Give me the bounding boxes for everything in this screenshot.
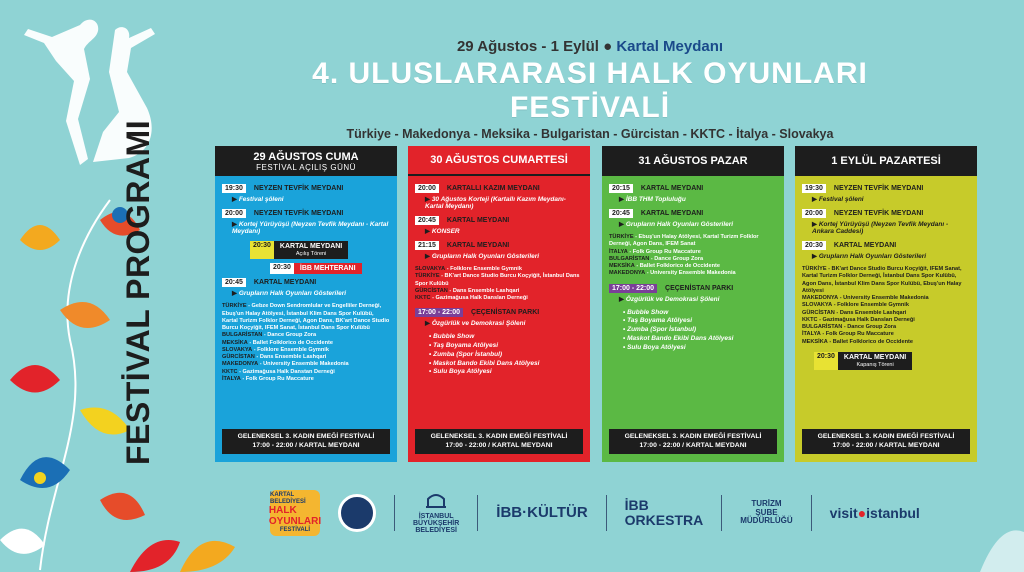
pin-icon: ● bbox=[857, 504, 867, 521]
turizm-line2: ŞUBE bbox=[755, 507, 778, 517]
event-time: 20:00 bbox=[802, 209, 826, 218]
activity-item: • Maskot Bando Ekibi Dans Atölyesi bbox=[623, 335, 777, 344]
activity-list bbox=[429, 333, 583, 377]
event-item: ▶ Festival şöleni bbox=[812, 195, 970, 203]
group-entry bbox=[609, 270, 777, 277]
activity-item: • Zumba (Spor İstanbul) bbox=[429, 351, 583, 360]
event-venue: NEYZEN TEVFİK MEYDANI bbox=[833, 185, 924, 192]
event bbox=[222, 278, 390, 297]
event bbox=[609, 184, 777, 203]
event-venue: ÇEÇENİSTAN PARKI bbox=[471, 309, 540, 317]
group-names: - Dance Group Zora bbox=[842, 324, 897, 331]
day-body bbox=[215, 176, 397, 462]
ceremony-name: Açılış Töreni bbox=[295, 251, 327, 258]
country-name: MEKSİKA bbox=[609, 263, 635, 270]
group-entry bbox=[802, 339, 970, 346]
group-list bbox=[415, 266, 583, 302]
women-labor-festival bbox=[609, 429, 777, 454]
ibb-line1: İSTANBUL bbox=[418, 512, 454, 520]
footer-title: GELENEKSEL 3. KADIN EMEĞİ FESTİVALİ bbox=[430, 432, 568, 440]
women-labor-festival bbox=[415, 429, 583, 454]
country-name: SLOVAKYA bbox=[415, 266, 446, 272]
ibb-logo bbox=[413, 491, 459, 535]
event-venue bbox=[274, 241, 348, 259]
group-names: - Gazimağusa Halk Danstan Derneği bbox=[237, 368, 335, 375]
event-venue: ÇEÇENİSTAN PARKI bbox=[665, 284, 734, 292]
activity-item: • Sulu Boya Atölyesi bbox=[429, 368, 583, 377]
group-entry bbox=[222, 340, 390, 347]
badge-main: HALK OYUNLARI bbox=[268, 505, 322, 528]
group-names: - Dans Ensemble Lashqari bbox=[447, 287, 520, 294]
event-item: ▶ İBB THM Topluluğu bbox=[619, 195, 777, 203]
footer-time: 17:00 - 22:00 / KARTAL MEYDANI bbox=[639, 442, 747, 450]
event-item: ▶ 30 Ağustos Korteji (Kartallı Kazım Meydanı- Kartal Meydanı) bbox=[425, 195, 583, 210]
event-time: 20:30 bbox=[814, 352, 838, 370]
event bbox=[415, 241, 583, 260]
country-name: BULGARİSTAN bbox=[222, 332, 263, 339]
event bbox=[802, 184, 970, 203]
event-venue bbox=[838, 352, 912, 370]
women-labor-festival bbox=[222, 429, 390, 454]
event bbox=[415, 184, 583, 210]
footer-time: 17:00 - 22:00 / KARTAL MEYDANI bbox=[252, 442, 360, 450]
group-entry bbox=[222, 376, 390, 383]
footer-title: GELENEKSEL 3. KADIN EMEĞİ FESTİVALİ bbox=[817, 432, 955, 440]
ibb-orkestra-logo bbox=[625, 498, 704, 527]
ceremony-name: Kapanış Töreni bbox=[856, 361, 894, 368]
event-time: 20:15 bbox=[609, 184, 633, 193]
group-entry bbox=[802, 266, 970, 295]
country-name: İTALYA bbox=[802, 331, 821, 338]
group-entry bbox=[415, 273, 583, 288]
visit-text: visit bbox=[829, 504, 858, 521]
side-title: FESTİVAL PROGRAMI bbox=[120, 119, 156, 465]
country-name: BULGARİSTAN bbox=[609, 255, 650, 262]
group-names: - Folklore Ensemble Gymnik bbox=[832, 302, 909, 309]
event-time: 17:00 - 22:00 bbox=[415, 308, 463, 317]
ibb-kultur-logo: İBB·KÜLTÜR bbox=[496, 504, 588, 522]
country-name: TÜRKİYE bbox=[222, 303, 247, 310]
festival-title: 4. ULUSLARARASI HALK OYUNLARI FESTİVALİ bbox=[312, 57, 868, 124]
group-names: - BK'art Dance Studio Burcu Koçyiğit, İstanbul Dans Spor Kulübü bbox=[415, 273, 580, 287]
event-venue: NEYZEN TEVFİK MEYDANI bbox=[253, 185, 344, 192]
event bbox=[222, 209, 390, 235]
footer-title: GELENEKSEL 3. KADIN EMEĞİ FESTİVALİ bbox=[237, 432, 375, 440]
divider bbox=[606, 495, 607, 531]
event-venue: KARTALLI KAZIM MEYDANI bbox=[446, 185, 540, 192]
kartal-municipality-seal bbox=[338, 494, 376, 532]
group-names: - Gebze Down Sendromlular ve Engelliler Derneği, Ebuş'un Halay Atölyesi, İstanbul Klim Dans Spor Kulübü, Kartal Turizm Folklor Derneği, Agon Dans, BK'art Dance Studio Burcu Koçyiğit, IFEM Sanat, İstanbul Dans Spor Kulübü bbox=[222, 303, 390, 332]
event bbox=[415, 216, 583, 235]
event-label: İBB MEHTERANI bbox=[294, 263, 362, 274]
day-column-1 bbox=[215, 146, 397, 462]
event-item: ▶ KONSER bbox=[425, 227, 583, 235]
event-time: 20:45 bbox=[415, 216, 439, 225]
day-title: 29 AĞUSTOS CUMA bbox=[253, 150, 359, 163]
event-venue: NEYZEN TEVFİK MEYDANI bbox=[253, 210, 344, 217]
group-entry bbox=[609, 256, 777, 263]
activity-item: • Bubble Show bbox=[623, 309, 777, 318]
country-name: TÜRKİYE bbox=[415, 273, 440, 280]
activity-item: • Sulu Boya Atölyesi bbox=[623, 344, 777, 353]
group-entry bbox=[609, 249, 777, 256]
event bbox=[802, 209, 970, 235]
day-subtitle: FESTİVAL AÇILIŞ GÜNÜ bbox=[256, 162, 356, 172]
group-names: - Ballet Folklorico de Occidente bbox=[634, 263, 720, 270]
group-entry bbox=[802, 310, 970, 317]
floral-ornament-bottom bbox=[120, 520, 240, 572]
group-entry bbox=[609, 263, 777, 270]
group-list bbox=[609, 234, 777, 278]
group-names: - Folklore Ensemble Gymnik bbox=[445, 266, 522, 272]
turizm-line1: TURİZM bbox=[751, 499, 782, 509]
festival-badge-logo bbox=[270, 490, 320, 536]
group-names: - Ballet Folklorico de Occidente bbox=[827, 338, 913, 345]
event-item: ▶ Grupların Halk Oyunları Gösterileri bbox=[425, 252, 583, 260]
day-title: 30 AĞUSTOS CUMARTESİ bbox=[430, 154, 568, 166]
event-venue: KARTAL MEYDANI bbox=[640, 185, 704, 192]
country-name: BULGARİSTAN bbox=[802, 324, 843, 331]
event-item: ▶ Kortej Yürüyüşü (Neyzen Tevfik Meydanı - Kartal Meydanı) bbox=[232, 220, 390, 235]
day-body bbox=[408, 176, 590, 462]
floral-ornament-right bbox=[960, 500, 1024, 572]
istanbul-text: istanbul bbox=[866, 504, 920, 521]
ibb-line2: BÜYÜKŞEHİR bbox=[413, 520, 460, 528]
country-name: SLOVAKYA bbox=[222, 346, 253, 353]
day-title: 1 EYLÜL PAZARTESİ bbox=[831, 155, 941, 167]
group-names: - Dans Ensemble Lashqari bbox=[834, 309, 907, 316]
badge-sub: FESTİVALİ bbox=[279, 527, 311, 534]
event-time: 20:00 bbox=[415, 184, 439, 193]
day-column-4 bbox=[795, 146, 977, 462]
group-entry bbox=[802, 295, 970, 302]
event-venue: NEYZEN TEVFİK MEYDANI bbox=[833, 210, 924, 217]
activity-list bbox=[623, 309, 777, 353]
activity-item: • Maskot Bando Ekibi Dans Atölyesi bbox=[429, 360, 583, 369]
country-name: MAKEDONYA bbox=[609, 270, 646, 277]
venue-name: KARTAL MEYDANI bbox=[843, 353, 907, 361]
group-entry bbox=[415, 288, 583, 295]
date-line bbox=[230, 38, 950, 55]
ibb-emblem-icon bbox=[424, 491, 448, 509]
festival-place: Kartal Meydanı bbox=[616, 38, 724, 55]
day-header bbox=[408, 146, 590, 176]
event-time: 19:30 bbox=[802, 184, 826, 193]
group-names: - Gazimağusa Halk Dansları Derneği bbox=[430, 295, 528, 302]
divider bbox=[394, 495, 395, 531]
closing-ceremony bbox=[814, 352, 970, 370]
event-venue: KARTAL MEYDANI bbox=[446, 242, 510, 249]
country-name: TÜRKİYE bbox=[802, 266, 827, 272]
country-name: GÜRCİSTAN bbox=[415, 287, 448, 294]
activity-item: • Taş Boyama Atölyesi bbox=[623, 317, 777, 326]
event-item: ▶ Özgürlük ve Demokrasi Şöleni bbox=[619, 295, 777, 303]
women-labor-festival bbox=[802, 429, 970, 454]
event-time: 20:30 bbox=[250, 241, 274, 259]
day-body bbox=[602, 176, 784, 462]
opening-ceremony bbox=[250, 241, 390, 259]
group-names: - University Ensemble Makedonia bbox=[645, 270, 736, 277]
group-names: - University Ensemble Makedonia bbox=[258, 361, 349, 368]
country-name: GÜRCİSTAN bbox=[802, 309, 835, 316]
event-time: 20:45 bbox=[609, 209, 633, 218]
event-item: ▶ Kortej Yürüyüşü (Neyzen Tevfik Meydanı - Ankara Caddesi) bbox=[812, 220, 970, 235]
ibb-line3: BELEDİYESİ bbox=[415, 527, 457, 535]
group-entry bbox=[222, 361, 390, 368]
country-name: MEKSİKA bbox=[222, 339, 248, 346]
turizm-line3: MÜDÜRLÜĞÜ bbox=[740, 516, 793, 526]
footer-title: GELENEKSEL 3. KADIN EMEĞİ FESTİVALİ bbox=[624, 432, 762, 440]
country-name: KKTC bbox=[222, 368, 238, 375]
group-names: - Folk Group Ru Maccature bbox=[627, 248, 701, 255]
event-venue: KARTAL MEYDANI bbox=[253, 279, 317, 287]
event-time: 21:15 bbox=[415, 241, 439, 250]
group-names: - BK'art Dance Studio Burcu Koçyiğit, IFEM Sanat, Kartal Turizm Folklor Derneği, İstanbul Dans Spor Kulübü, Agon Dans, İstanbul Klim Dans Spor Kulübü, Ebuş'un Halay Atölyesi bbox=[802, 266, 962, 294]
country-name: İTALYA bbox=[609, 248, 628, 255]
divider bbox=[477, 495, 478, 531]
country-name: MEKSİKA bbox=[802, 338, 828, 345]
group-names: - Dance Group Zora bbox=[649, 255, 704, 262]
group-entry bbox=[415, 295, 583, 302]
mehter-show bbox=[270, 263, 390, 274]
country-name: MAKEDONYA bbox=[222, 361, 259, 368]
activity-item: • Taş Boyama Atölyesi bbox=[429, 342, 583, 351]
country-name: İTALYA bbox=[222, 376, 241, 383]
venue-name: KARTAL MEYDANI bbox=[279, 243, 343, 250]
orkestra-line1: İBB bbox=[624, 497, 649, 514]
orkestra-line2: ORKESTRA bbox=[624, 512, 704, 528]
group-names: - Folk Group Ru Maccature bbox=[820, 331, 894, 338]
event bbox=[609, 209, 777, 228]
group-names: - Folk Group Ru Maccature bbox=[240, 376, 314, 383]
country-name: TÜRKİYE bbox=[609, 234, 634, 240]
event-time: 19:30 bbox=[222, 184, 246, 193]
group-entry bbox=[222, 332, 390, 339]
event bbox=[415, 308, 583, 327]
group-names: - Dance Group Zora bbox=[262, 332, 317, 339]
group-entry bbox=[802, 331, 970, 338]
group-entry bbox=[222, 369, 390, 376]
event bbox=[609, 284, 777, 303]
day-column-3 bbox=[602, 146, 784, 462]
country-name: SLOVAKYA bbox=[802, 302, 833, 309]
group-entry bbox=[802, 302, 970, 309]
event-venue: KARTAL MEYDANI bbox=[640, 210, 704, 217]
activity-item: • Bubble Show bbox=[429, 333, 583, 342]
event bbox=[222, 184, 390, 203]
group-names: - Folklore Ensemble Gymnik bbox=[252, 346, 329, 353]
group-entry bbox=[222, 354, 390, 361]
event-time: 20:30 bbox=[270, 263, 294, 274]
event-item: ▶ Grupların Halk Oyunları Gösterileri bbox=[232, 289, 390, 297]
day-header bbox=[795, 146, 977, 176]
event-time: 20:45 bbox=[222, 278, 246, 287]
visit-istanbul-logo bbox=[830, 506, 920, 521]
day-body bbox=[795, 176, 977, 462]
festival-dates: 29 Ağustos - 1 Eylül bbox=[456, 38, 599, 55]
group-entry bbox=[609, 234, 777, 249]
group-entry bbox=[222, 303, 390, 332]
event-item: ▶ Özgürlük ve Demokrasi Şöleni bbox=[425, 319, 583, 327]
group-list bbox=[802, 266, 970, 346]
sponsor-logos bbox=[270, 488, 930, 538]
footer-time: 17:00 - 22:00 / KARTAL MEYDANI bbox=[832, 442, 940, 450]
day-column-2 bbox=[408, 146, 590, 462]
group-names: - Ebuş'un Halay Atölyesi, Kartal Turizm Folklor Derneği, Agon Dans, IFEM Sanat bbox=[609, 234, 759, 248]
event-time: 17:00 - 22:00 bbox=[609, 284, 657, 293]
group-list bbox=[222, 303, 390, 383]
group-names: - Ballet Folklorico de Occidente bbox=[247, 339, 333, 346]
event-item: ▶ Festival şöleni bbox=[232, 195, 390, 203]
group-names: - University Ensemble Makedonia bbox=[838, 295, 929, 302]
event-venue: KARTAL MEYDANI bbox=[833, 242, 897, 249]
turizm-logo bbox=[740, 500, 792, 525]
event-item: ▶ Grupların Halk Oyunları Gösterileri bbox=[619, 220, 777, 228]
day-header bbox=[215, 146, 397, 176]
festival-header bbox=[230, 38, 950, 141]
group-names: - Gazimağusa Halk Dansları Derneği bbox=[817, 316, 915, 323]
group-names: - Dans Ensemble Lashqari bbox=[254, 354, 327, 361]
participating-countries: Türkiye - Makedonya - Meksika - Bulgaristan - Gürcistan - KKTC - İtalya - Slovakya bbox=[346, 127, 834, 141]
country-name: KKTC bbox=[802, 316, 818, 323]
day-header bbox=[602, 146, 784, 176]
event-time: 20:00 bbox=[222, 209, 246, 218]
badge-top: KARTAL BELEDİYESİ bbox=[270, 492, 306, 505]
divider bbox=[721, 495, 722, 531]
divider bbox=[811, 495, 812, 531]
country-name: MAKEDONYA bbox=[802, 295, 839, 302]
bullet-dot: ● bbox=[603, 38, 617, 55]
day-title: 31 AĞUSTOS PAZAR bbox=[638, 155, 748, 167]
activity-item: • Zumba (Spor İstanbul) bbox=[623, 326, 777, 335]
event bbox=[802, 241, 970, 260]
country-name: GÜRCİSTAN bbox=[222, 354, 255, 361]
footer-time: 17:00 - 22:00 / KARTAL MEYDANI bbox=[445, 442, 553, 450]
event-item: ▶ Grupların Halk Oyunları Gösterileri bbox=[812, 252, 970, 260]
country-name: KKTC bbox=[415, 295, 431, 302]
event-venue: KARTAL MEYDANI bbox=[446, 217, 510, 224]
event-time: 20:30 bbox=[802, 241, 826, 250]
